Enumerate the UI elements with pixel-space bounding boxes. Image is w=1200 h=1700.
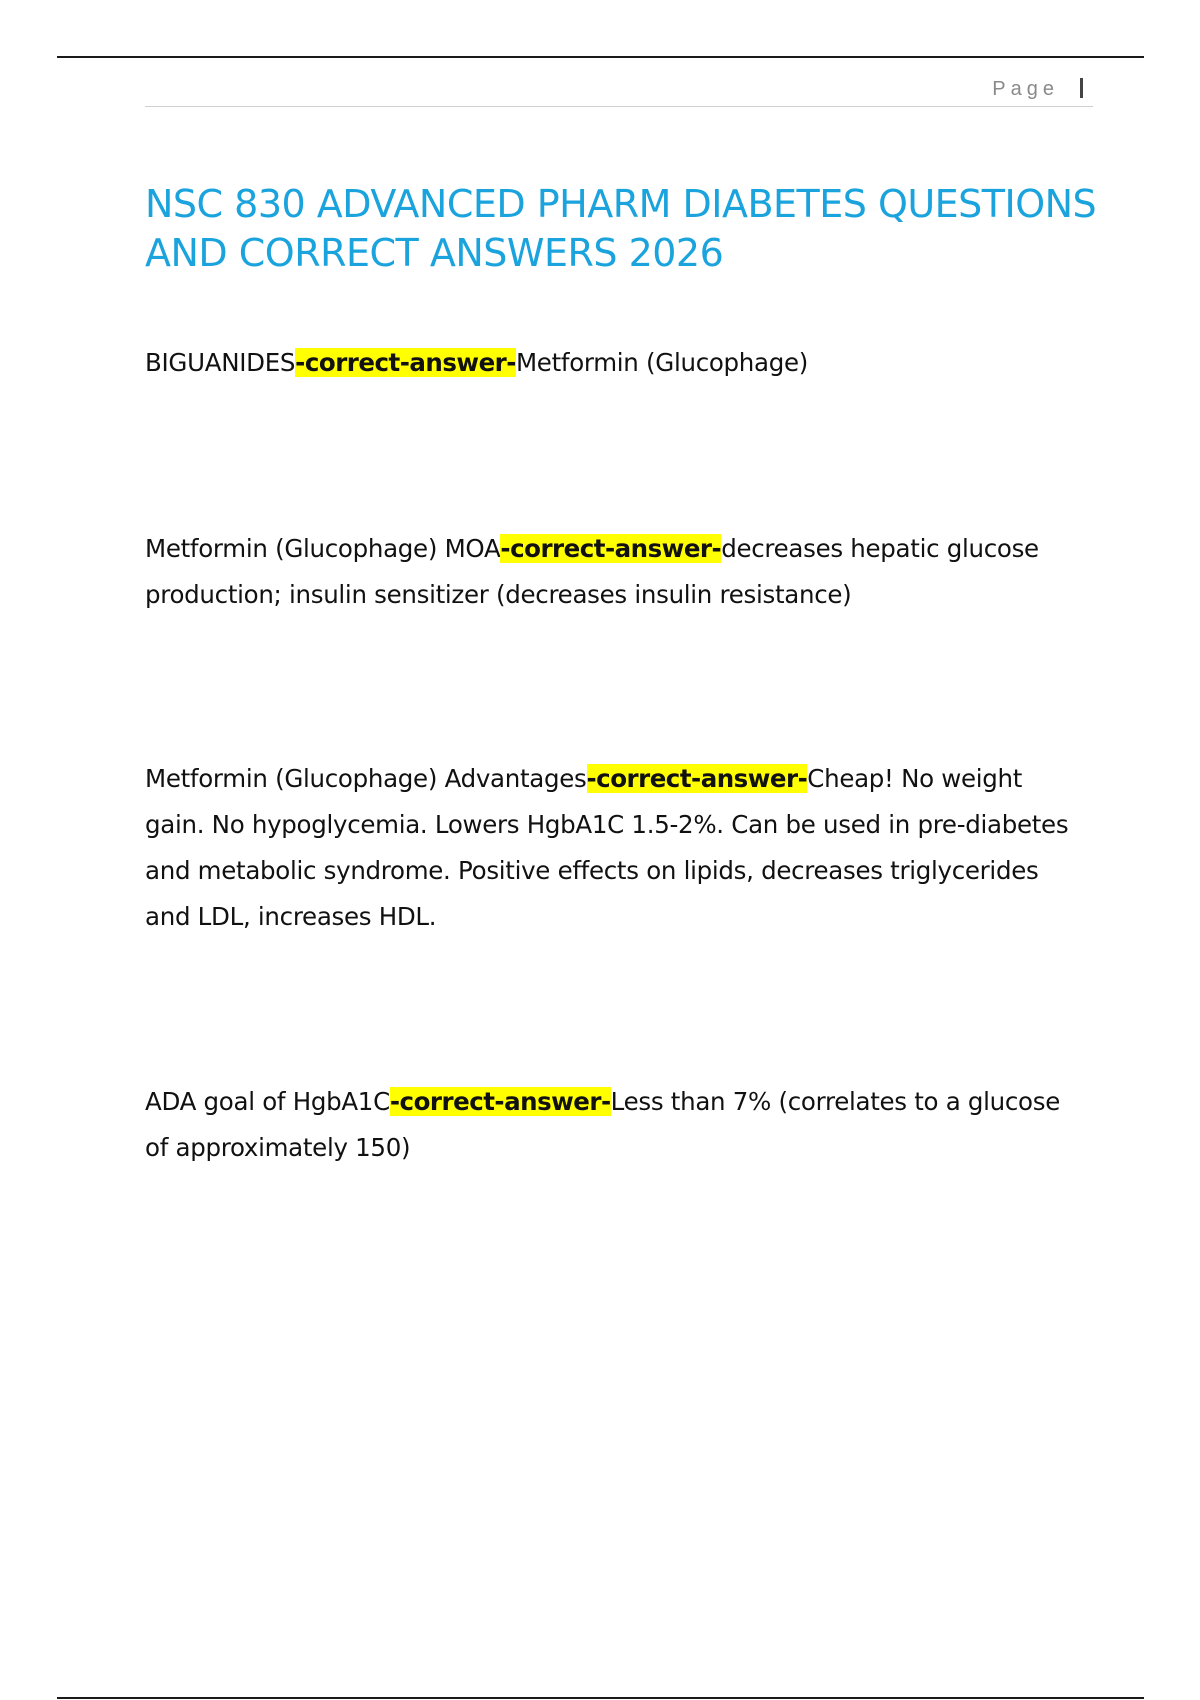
question-text: Metformin (Glucophage) Advantages bbox=[145, 764, 587, 793]
answer-text: Less than 7% (correlates to a glucose of approximately 150) bbox=[145, 1087, 1060, 1162]
question-text: Metformin (Glucophage) MOA bbox=[145, 534, 501, 563]
top-rule bbox=[57, 56, 1144, 58]
correct-answer-marker: -correct-answer- bbox=[389, 1087, 611, 1116]
page-header bbox=[145, 70, 1093, 107]
answer-text: decreases hepatic glucose production; insulin sensitizer (decreases insulin resistance) bbox=[145, 534, 1039, 609]
correct-answer-marker: -correct-answer- bbox=[295, 348, 516, 377]
question-text: ADA goal of HgbA1C bbox=[145, 1087, 390, 1116]
correct-answer-marker: -correct-answer- bbox=[586, 764, 808, 793]
qa-item bbox=[145, 340, 1085, 386]
correct-answer-marker: -correct-answer- bbox=[500, 534, 722, 563]
document-title: NSC 830 ADVANCED PHARM DIABETES QUESTIONS AND CORRECT ANSWERS 2026 bbox=[145, 182, 1097, 275]
qa-item bbox=[145, 526, 1085, 618]
question-text: BIGUANIDES bbox=[145, 348, 296, 377]
answer-text: Cheap! No weight gain. No hypoglycemia. Lowers HgbA1C 1.5-2%. Can be used in pre-diabetes and metabolic syndrome. Positive effects on lipids, decreases triglycerides and LDL, increases HDL. bbox=[145, 764, 1069, 931]
answer-text: Metformin (Glucophage) bbox=[515, 348, 809, 377]
page-separator bbox=[1080, 78, 1083, 98]
qa-item bbox=[145, 1079, 1085, 1171]
page-label: Page bbox=[992, 78, 1059, 100]
bottom-rule bbox=[57, 1697, 1144, 1699]
qa-item bbox=[145, 756, 1085, 940]
